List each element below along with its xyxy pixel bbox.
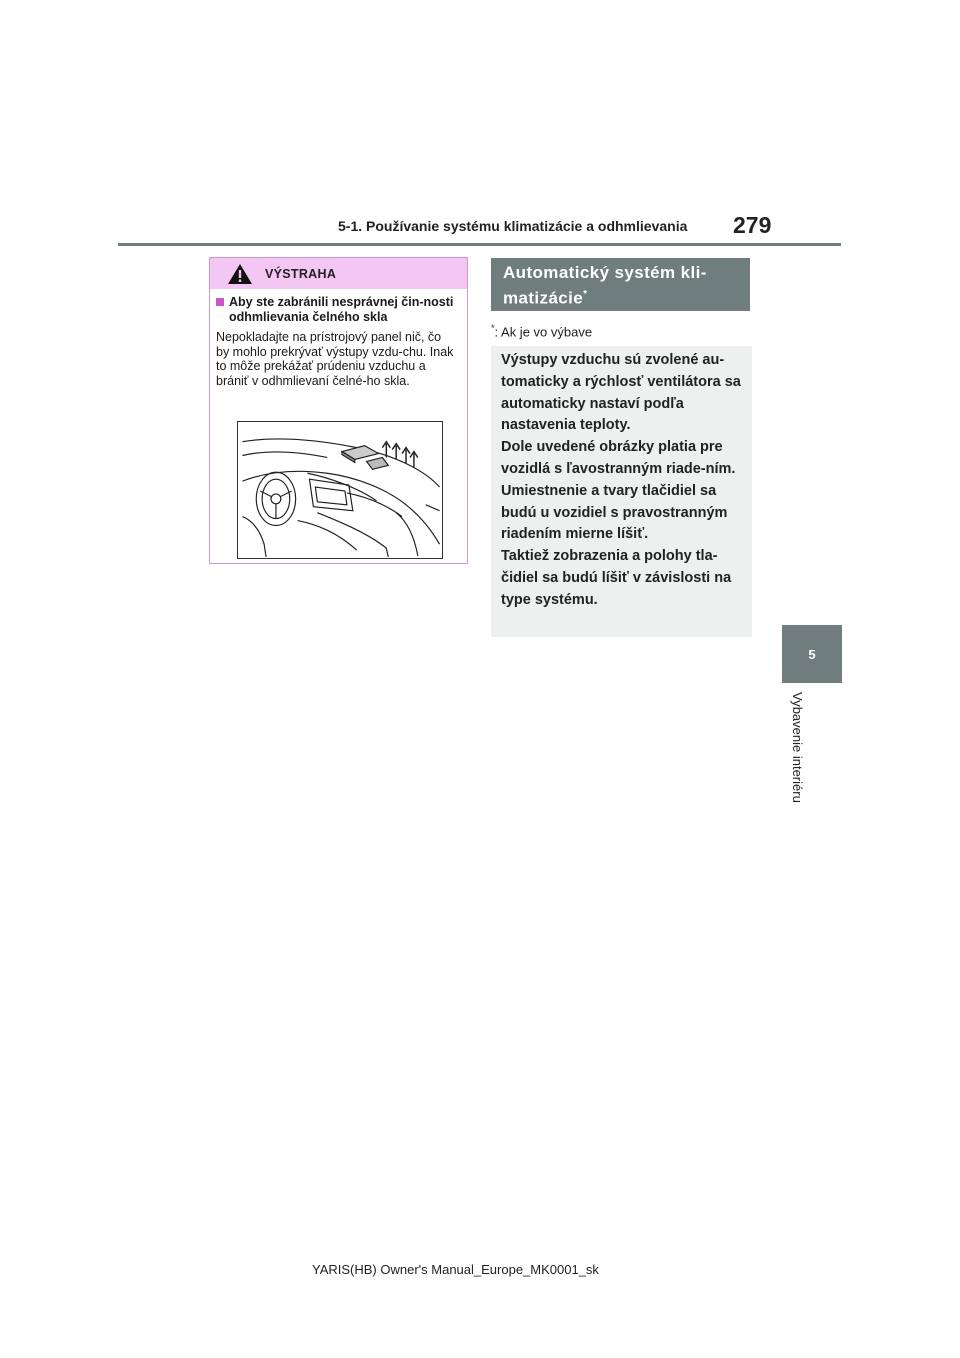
square-bullet-icon (216, 298, 224, 306)
warning-title: VÝSTRAHA (265, 266, 337, 281)
info-paragraph: Dole uvedené obrázky platia pre vozidlá s ľavostranným riade-ním. (501, 439, 736, 477)
chapter-number: 5 (808, 646, 816, 662)
footnote-text: : Ak je vo výbave (494, 324, 593, 340)
warning-subheading-text: Aby ste zabránili nesprávnej čin-nosti odhmlievania čelného skla (229, 295, 454, 324)
chapter-label: Vybavenie interiéru (790, 692, 805, 803)
warning-header (210, 258, 467, 289)
availability-footnote (491, 323, 592, 339)
warning-body: Nepokladajte na prístrojový panel nič, čo by mohlo prekrývať výstupy vzdu-chu. Inak to môže prekážať prúdeniu vzduchu a brániť v odhmlievaní čelné-ho skla. (216, 330, 454, 388)
chapter-tab (782, 625, 842, 683)
footer-text: YARIS(HB) Owner's Manual_Europe_MK0001_sk (312, 1262, 599, 1277)
page-number: 279 (733, 212, 772, 238)
dashboard-illustration (237, 421, 443, 559)
footnote-mark: * (491, 323, 495, 333)
section-title: 5-1. Používanie systému klimatizácie a odhmlievania (338, 218, 688, 234)
section-heading-text: Automatický systém kli-matizácie (503, 263, 707, 308)
info-box (491, 346, 752, 637)
warning-subheading (210, 289, 467, 325)
section-heading (491, 258, 750, 311)
warning-triangle-icon (227, 263, 253, 285)
info-paragraph: Taktiež zobrazenia a polohy tla-čidiel sa budú líšiť v závislosti na type systému. (501, 548, 732, 608)
warning-box (209, 257, 468, 564)
header-divider (118, 243, 841, 246)
section-heading-mark: * (583, 289, 588, 300)
info-paragraph: Výstupy vzduchu sú zvolené au-tomaticky a rýchlosť ventilátora sa automaticky nastaví podľa nastavenia teploty. (501, 352, 741, 434)
info-paragraph: Umiestnenie a tvary tlačidiel sa budú u vozidiel s pravostranným riadením mierne líšiť. (501, 482, 728, 543)
